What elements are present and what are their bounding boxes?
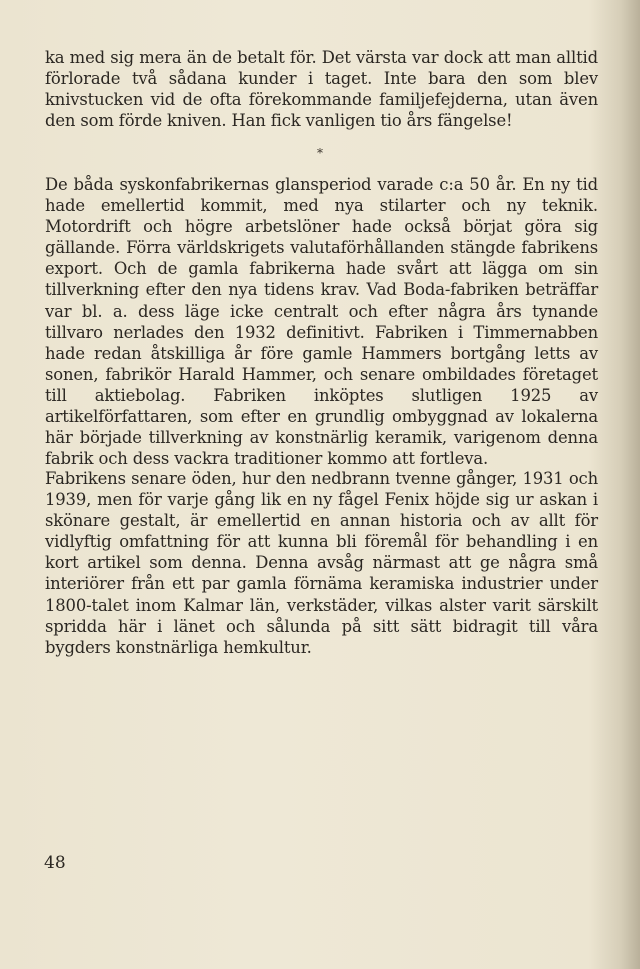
paragraph-1: ka med sig mera än de betalt för. Det värsta var dock att man alltid förlorade två sådana kunder i taget. Inte bara den som blev knivstucken vid de ofta förekommande familjefejderna, utan även den som förde kniven. Han fick vanligen tio års fängelse! [45, 48, 598, 131]
section-break-asterisk: * [317, 146, 323, 160]
paragraph-2: De båda syskonfabrikernas glansperiod varade c:a 50 år. En ny tid hade emellertid kommit, med nya stilarter och ny teknik. Motordrift och högre arbetslöner hade också börjat göra sig gällande. Förra världskrigets valutaförhållanden stängde fabrikens export. Och de gamla fabrikerna hade svårt att lägga om sin tillverkning efter den nya tidens krav. Vad Boda-fabriken beträffar var bl. a. dess läge icke centralt och efter några års tynande tillvaro nerlades den 1932 definitivt. Fabriken i Timmernabben hade redan åtskilliga år före gamle Hammers bortgång letts av sonen, fabrikör Harald Hammer, och senare ombildades företaget till aktiebolag. Fabriken inköptes slutligen 1925 av artikelförfattaren, som efter en grundlig ombyggnad av lokalerna här började tillverkning av konstnärlig keramik, varigenom denna fabrik och dess vackra traditioner kommo att fortleva. [45, 175, 598, 469]
page-number: 48 [44, 853, 66, 873]
paragraph-3: Fabrikens senare öden, hur den nedbrann tvenne gånger, 1931 och 1939, men för varje gång lik en ny fågel Fenix höjde sig ur askan i skönare gestalt, är emellertid en annan historia och av allt för vidlyftig omfattning för att kunna bli föremål för behandling i en kort artikel som denna. Denna avsåg närmast att ge några små interiörer från ett par gamla förnäma keramiska industrier under 1800-talet inom Kalmar län, verkstäder, vilkas alster varit särskilt spridda här i länet och sålunda på sitt sätt bidragit till våra bygders konstnärliga hemkultur. [45, 469, 598, 657]
